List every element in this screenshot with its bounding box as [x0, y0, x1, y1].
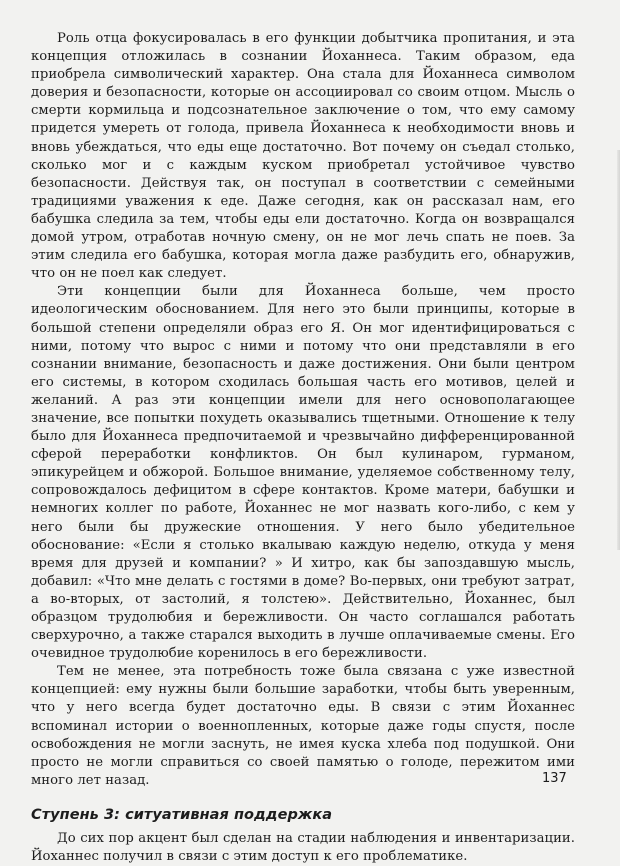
- section-heading: Ступень 3: ситуативная поддержка: [31, 806, 333, 823]
- body-text: [31, 30, 575, 866]
- paragraph-earnings: Тем не менее, эта потребность тоже была связана с уже известной концепцией: ему нужны были большие заработки, чтобы быть уверенным, что у него всегда будет достаточно еды. В связи с этим Йоханнес вспоминал истории о военнопленных, которые даже годы спустя, после освобождения не могли заснуть, не имея куска хлеба под подушкой. Они просто не могли справиться со своей памятью о голоде, пережитом ими много лет назад.: [31, 664, 575, 788]
- page-number: 137: [542, 771, 567, 786]
- paragraph-concepts: Эти концепции были для Йоханнеса больше, чем просто идеологическим обоснованием. Для него это были принципы, которые в большой степени определяли образ его Я. Он мог идентифицироваться с ними, потому что вырос с ними и потому что они представляли в его сознании внимание, безопасность и даже достижения. Они были центром его системы, в котором сходилась большая часть его мотивов, целей и желаний. А раз эти концепции имели для него основополагающее значение, все попытки похудеть оказывались тщетными. Отношение к телу было для Йоханнеса предпочитаемой и чрезвычайно дифференцированной сферой переработки конфликтов. Он был кулинаром, гурманом, эпикурейцем и обжорой. Большое внимание, уделяемое собственному телу, сопровождалось дефицитом в сфере контактов. Кроме матери, бабушки и немногих коллег по работе, Йоханнес не мог назвать кого-либо, с кем у него были бы дружеские отношения. У него было убедительное обоснование: «Если я столько вкалываю каждую неделю, откуда у меня время для друзей и компании? » И хитро, как бы запоздавшую мысль, добавил: «Что мне делать с гостями в доме? Во-первых, они требуют затрат, а во-вторых, от застолий, я толстею». Действительно, Йоханнес, был образцом трудолюбия и бережливости. Он часто соглашался работать сверхурочно, а также старался выходить в лучше оплачиваемые смены. Его очевидное трудолюбие коренилось в его бережливости.: [31, 284, 575, 662]
- paragraph-final: До сих пор акцент был сделан на стадии наблюдения и инвентаризации. Йоханнес получил в связи с этим доступ к его проблематике.: [31, 831, 575, 865]
- paragraph-father-role: Роль отца фокусировалась в его функции добытчика пропитания, и эта концепция отложилась в сознании Йоханнеса. Таким образом, еда приобрела символический характер. Она стала для Йоханнеса символом доверия и безопасности, которые он ассоциировал со своим отцом. Мысль о смерти кормильца и подсознательное заключение о том, что ему самому придется умереть от голода, привела Йоханнеса к необходимости вновь и вновь убеждаться, что еды еще достаточно. Вот почему он съедал столько, сколько мог и с каждым куском приобретал устойчивое чувство безопасности. Действуя так, он поступал в соответствии с семейными традициями уважения к еде. Даже сегодня, как он рассказал нам, его бабушка следила за тем, чтобы еды ели достаточно. Когда он возвращался домой утром, отработав ночную смену, он не мог лечь спать не поев. За этим следила его бабушка, которая могла даже разбудить его, обнаружив, что он не поел как следует.: [31, 31, 575, 282]
